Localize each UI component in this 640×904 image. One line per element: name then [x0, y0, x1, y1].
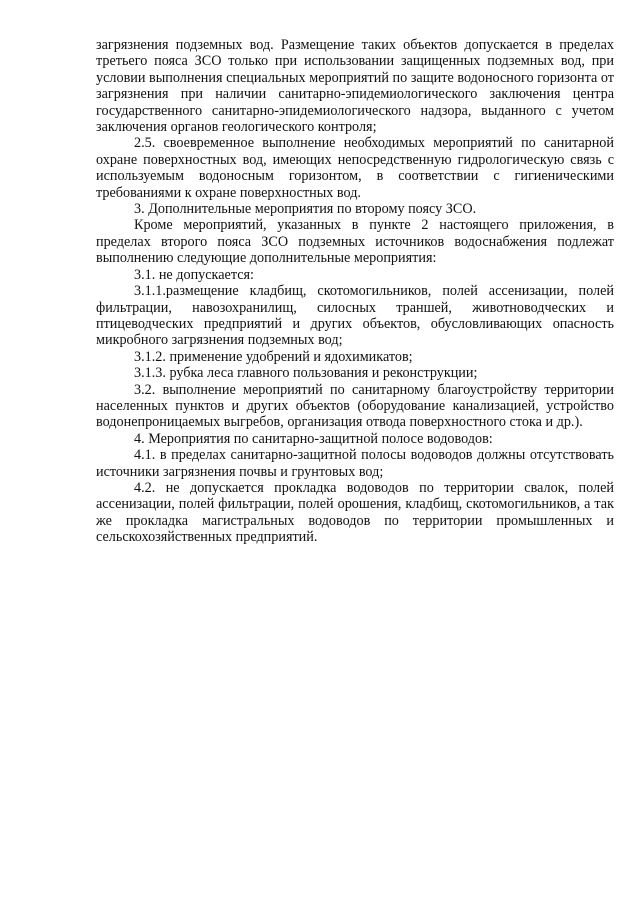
paragraph-2-5: 2.5. своевременное выполнение необходимых мероприятий по санитарной охране поверхностных вод, имеющих непосредственную гидрологическую связь с используемым водоносным горизонтом, в соответствии с гигиеническими требованиями к охране поверхностных вод. — [96, 135, 614, 201]
paragraph-4-1: 4.1. в пределах санитарно-защитной полосы водоводов должны отсутствовать источники загрязнения почвы и грунтовых вод; — [96, 447, 614, 480]
section-heading-4: 4. Мероприятия по санитарно-защитной полосе водоводов: — [134, 430, 493, 447]
paragraph-3-1: 3.1. не допускается: — [134, 266, 254, 283]
paragraph-3-1-3: 3.1.3. рубка леса главного пользования и реконструкции; — [134, 365, 478, 382]
paragraph-3-1-2: 3.1.2. применение удобрений и ядохимикатов; — [134, 348, 413, 365]
paragraph-intro-continuation: загрязнения подземных вод. Размещение таких объектов допускается в пределах третьего пояса ЗСО только при использовании защищенных подземных вод, при условии выполнения специальных мероприятий по защите водоносного горизонта от загрязнения при наличии санитарно-эпидемиологического заключения центра государственного санитарно-эпидемиологического надзора, выданного с учетом заключения органов геологического контроля; — [96, 37, 614, 136]
document-page — [96, 37, 614, 546]
paragraph-4-2: 4.2. не допускается прокладка водоводов по территории свалок, полей ассенизации, полей фильтрации, полей орошения, кладбищ, скотомогильников, а так же прокладка магистральных водоводов по территории промышленных и сельскохозяйственных предприятий. — [96, 479, 614, 546]
section-heading-3: 3. Дополнительные мероприятия по второму поясу ЗСО. — [134, 201, 477, 218]
paragraph-3-2: 3.2. выполнение мероприятий по санитарному благоустройству территории населенных пунктов и других объектов (оборудование канализацией, устройство водонепроницаемых выгребов, организация отвода поверхностного стока и др.). — [96, 381, 614, 431]
paragraph-3-intro: Кроме мероприятий, указанных в пункте 2 настоящего приложения, в пределах второго пояса ЗСО подземных источников водоснабжения подлежат выполнению следующие дополнительные мероприятия: — [96, 217, 614, 267]
paragraph-3-1-1: 3.1.1.размещение кладбищ, скотомогильников, полей ассенизации, полей фильтрации, навозохранилищ, силосных траншей, животноводческих и птицеводческих предприятий и других объектов, обусловливающих опасность микробного загрязнения подземных вод; — [96, 283, 614, 349]
